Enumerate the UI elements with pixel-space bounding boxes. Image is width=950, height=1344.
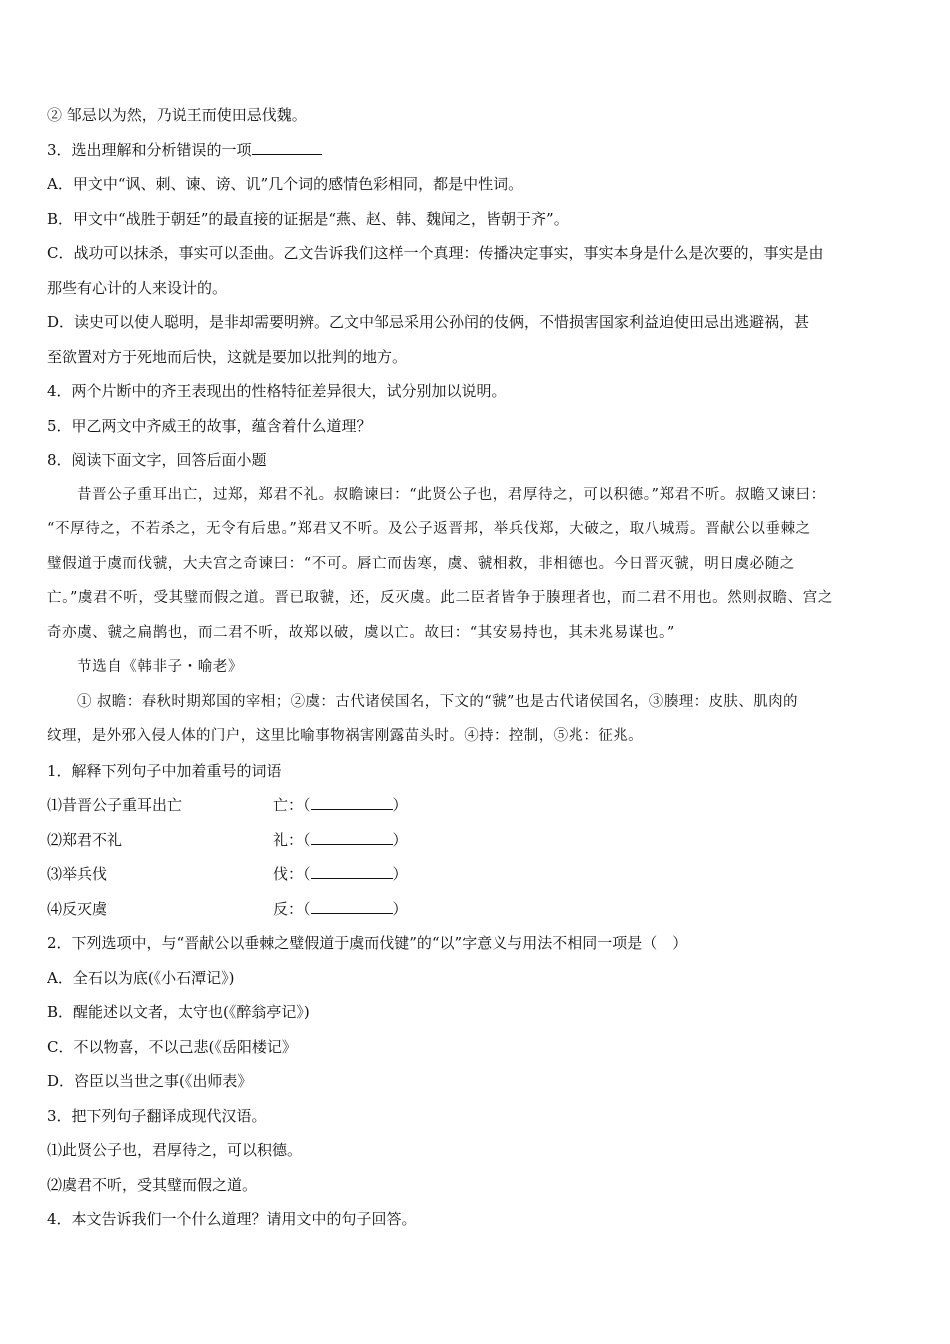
question-5: 5．甲乙两文中齐威王的故事，蕴含着什么道理？ xyxy=(47,416,372,435)
option-d-cont: 至欲置对方于死地而后快，这就是要加以批判的地方。 xyxy=(47,347,408,366)
q3-item: ⑵虞君不听，受其璧而假之道。 xyxy=(47,1175,258,1194)
q3-item: ⑴此贤公子也，君厚待之，可以积德。 xyxy=(47,1141,303,1159)
q1-close: ） xyxy=(392,899,408,918)
question-text: 3．选出理解和分析错误的一项 xyxy=(47,140,252,159)
q2-option-c: C．不以物喜，不以己悲(《岳阳楼记》 xyxy=(47,1037,297,1056)
question-4: 4．两个片断中的齐王表现出的性格特征差异很大，试分别加以说明。 xyxy=(47,382,507,400)
passage-line: 昔晋公子重耳出亡，过郑，郑君不礼。叔瞻谏曰：“此贤公子也，君厚待之，可以积德。”郑君不听。叔瞻又谏曰： xyxy=(77,486,826,503)
answer-blank[interactable] xyxy=(252,142,322,155)
footnote-line: ① 叔瞻：春秋时期郑国的宰相；②虞：古代诸侯国名，下文的“虢”也是古代诸侯国名，③腠理：皮肤、肌肉的 xyxy=(77,693,798,710)
q1-answer xyxy=(273,788,905,823)
document-page xyxy=(47,98,905,1237)
passage-source: 节选自《韩非子・喻老》 xyxy=(77,659,244,675)
q1-title: 1．解释下列句子中加着重号的词语 xyxy=(47,761,282,780)
option-c: C．战功可以抹杀，事实可以歪曲。乙文告诉我们这样一个真理：传播决定事实，事实本身是什么是次要的，事实是由 xyxy=(47,244,824,262)
question-line xyxy=(47,133,905,168)
q1-word: 礼：（ xyxy=(273,830,311,849)
q1-answer xyxy=(273,823,905,858)
option-a: A．甲文中“讽、刺、谏、谤、讥”几个词的感情色彩相同，都是中性词。 xyxy=(47,175,524,193)
option-c-cont: 那些有心计的人来设计的。 xyxy=(47,278,228,297)
q2-option-d: D．咨臣以当世之事(《出师表》 xyxy=(47,1072,253,1090)
q1-sentence: ⑵郑君不礼 xyxy=(47,830,123,849)
q1-item xyxy=(47,788,905,823)
q1-close: ） xyxy=(392,865,408,883)
q1-close: ） xyxy=(392,796,408,814)
answer-blank[interactable] xyxy=(311,866,393,879)
q1-answer xyxy=(273,892,905,927)
q2-option-b: B．醒能述以文者，太守也(《醉翁亭记》) xyxy=(47,1003,310,1021)
q1-word: 反：（ xyxy=(273,899,311,918)
q1-item xyxy=(47,857,905,892)
q1-sentence: ⑴昔晋公子重耳出亡 xyxy=(47,796,183,814)
footnote-line: 纹理，是外邪入侵人体的门户，这里比喻事物祸害刚露苗头时。④持：控制，⑤兆：征兆。 xyxy=(47,728,643,744)
q1-answer xyxy=(273,857,905,892)
passage-line: 奇亦虞、虢之扁鹊也，而二君不听，故郑以破，虞以亡。故曰：“其安易持也，其未兆易谋也。” xyxy=(47,624,675,641)
q2-title: 2．下列选项中，与“晋献公以垂棘之璧假道于虞而伐键”的“以”字意义与用法不相同一项是（ ） xyxy=(47,934,688,952)
q4-title: 4．本文告诉我们一个什么道理？请用文中的句子回答。 xyxy=(47,1210,417,1228)
q1-word: 亡：（ xyxy=(273,796,311,814)
option-b: B．甲文中“战胜于朝廷”的最直接的证据是“燕、赵、韩、魏闻之，皆朝于齐”。 xyxy=(47,209,569,228)
text-line: ② 邹忌以为然，乃说王而使田忌伐魏。 xyxy=(47,106,307,124)
q1-word: 伐：（ xyxy=(273,865,311,883)
answer-blank[interactable] xyxy=(311,901,393,914)
option-d: D．读史可以使人聪明，是非却需要明辨。乙文中邹忌采用公孙闬的伎俩，不惜损害国家利益迫使田忌出逃避祸，甚 xyxy=(47,313,810,331)
passage-line: 亡。”虞君不听，受其璧而假之道。晋已取虢，还，反灭虞。此二臣者皆争于腠理者也，而二君不用也。然则叔瞻、宫之 xyxy=(47,590,833,606)
answer-blank[interactable] xyxy=(311,797,393,810)
q1-item xyxy=(47,823,905,858)
passage-line: “不厚待之，不若杀之，无令有后患。”郑君又不听。及公子返晋邦，举兵伐郑，大破之，取八城焉。晋献公以垂棘之 xyxy=(47,521,811,537)
q1-sentence: ⑷反灭虞 xyxy=(47,899,108,918)
section-heading: 8．阅读下面文字，回答后面小题 xyxy=(47,451,267,469)
q3-title: 3．把下列句子翻译成现代汉语。 xyxy=(47,1106,267,1125)
q1-close: ） xyxy=(392,830,408,849)
q1-sentence: ⑶举兵伐 xyxy=(47,865,108,883)
q2-option-a: A．全石以为底(《小石潭记》) xyxy=(47,968,235,987)
answer-blank[interactable] xyxy=(311,832,393,845)
q1-item xyxy=(47,892,905,927)
passage-line: 璧假道于虞而伐虢，大夫宫之奇谏曰：“不可。唇亡而齿寒，虞、虢相救，非相德也。今日晋灭虢，明日虞必随之 xyxy=(47,555,795,572)
